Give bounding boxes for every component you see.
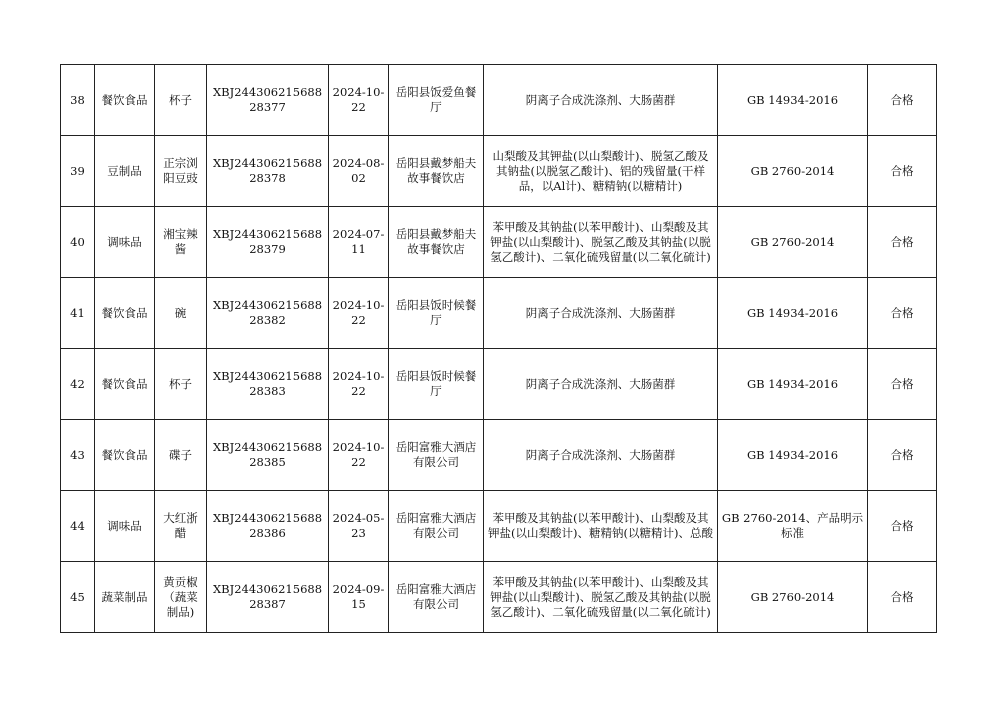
table-row: [61, 349, 937, 420]
sample-code: XBJ24430621568828379: [207, 207, 329, 278]
sampled-unit: 岳阳富雅大酒店有限公司: [389, 420, 484, 491]
table-row: [61, 491, 937, 562]
sampled-unit: 岳阳富雅大酒店有限公司: [389, 491, 484, 562]
sampled-unit: 岳阳县戴梦船夫故事餐饮店: [389, 207, 484, 278]
row-number: 39: [61, 136, 95, 207]
sample-name: 大红浙醋: [155, 491, 207, 562]
test-items: 山梨酸及其钾盐(以山梨酸计)、脱氢乙酸及其钠盐(以脱氢乙酸计)、铝的残留量(干样品，以Al计)、糖精钠(以糖精计): [484, 136, 718, 207]
row-number: 38: [61, 65, 95, 136]
production-date: 2024-10-22: [329, 420, 389, 491]
production-date: 2024-08-02: [329, 136, 389, 207]
test-standard: GB 2760-2014、产品明示标准: [718, 491, 868, 562]
sampled-unit: 岳阳富雅大酒店有限公司: [389, 562, 484, 633]
sampled-unit: 岳阳县饭爱鱼餐厅: [389, 65, 484, 136]
production-date: 2024-09-15: [329, 562, 389, 633]
test-standard: GB 2760-2014: [718, 207, 868, 278]
row-number: 43: [61, 420, 95, 491]
test-result: 合格: [868, 562, 937, 633]
test-items: 阴离子合成洗涤剂、大肠菌群: [484, 278, 718, 349]
sample-name: 正宗浏阳豆豉: [155, 136, 207, 207]
test-result: 合格: [868, 65, 937, 136]
test-result: 合格: [868, 207, 937, 278]
table-row: [61, 65, 937, 136]
production-date: 2024-10-22: [329, 349, 389, 420]
production-date: 2024-10-22: [329, 65, 389, 136]
test-items: 阴离子合成洗涤剂、大肠菌群: [484, 349, 718, 420]
food-category: 餐饮食品: [95, 420, 155, 491]
sample-code: XBJ24430621568828378: [207, 136, 329, 207]
sample-name: 碟子: [155, 420, 207, 491]
table-row: [61, 136, 937, 207]
sample-name: 黄贡椒（蔬菜制品): [155, 562, 207, 633]
table-row: [61, 562, 937, 633]
sample-name: 湘宝辣酱: [155, 207, 207, 278]
row-number: 41: [61, 278, 95, 349]
production-date: 2024-10-22: [329, 278, 389, 349]
test-result: 合格: [868, 136, 937, 207]
sample-name: 碗: [155, 278, 207, 349]
row-number: 45: [61, 562, 95, 633]
sampled-unit: 岳阳县饭时候餐厅: [389, 278, 484, 349]
test-items: 阴离子合成洗涤剂、大肠菌群: [484, 65, 718, 136]
food-category: 蔬菜制品: [95, 562, 155, 633]
test-items: 苯甲酸及其钠盐(以苯甲酸计)、山梨酸及其钾盐(以山梨酸计)、脱氢乙酸及其钠盐(以脱氢乙酸计)、二氧化硫残留量(以二氧化硫计): [484, 207, 718, 278]
test-items: 苯甲酸及其钠盐(以苯甲酸计)、山梨酸及其钾盐(以山梨酸计)、脱氢乙酸及其钠盐(以脱氢乙酸计)、二氧化硫残留量(以二氧化硫计): [484, 562, 718, 633]
sample-name: 杯子: [155, 349, 207, 420]
test-standard: GB 2760-2014: [718, 136, 868, 207]
sampled-unit: 岳阳县饭时候餐厅: [389, 349, 484, 420]
sample-code: XBJ24430621568828382: [207, 278, 329, 349]
production-date: 2024-07-11: [329, 207, 389, 278]
food-category: 调味品: [95, 207, 155, 278]
test-standard: GB 2760-2014: [718, 562, 868, 633]
sample-code: XBJ24430621568828387: [207, 562, 329, 633]
test-result: 合格: [868, 278, 937, 349]
food-category: 调味品: [95, 491, 155, 562]
row-number: 42: [61, 349, 95, 420]
inspection-results-page: [60, 64, 936, 633]
sampled-unit: 岳阳县戴梦船夫故事餐饮店: [389, 136, 484, 207]
sample-code: XBJ24430621568828386: [207, 491, 329, 562]
test-standard: GB 14934-2016: [718, 420, 868, 491]
food-category: 餐饮食品: [95, 278, 155, 349]
production-date: 2024-05-23: [329, 491, 389, 562]
test-items: 苯甲酸及其钠盐(以苯甲酸计)、山梨酸及其钾盐(以山梨酸计)、糖精钠(以糖精计)、总酸: [484, 491, 718, 562]
test-standard: GB 14934-2016: [718, 349, 868, 420]
table-row: [61, 207, 937, 278]
test-result: 合格: [868, 349, 937, 420]
test-items: 阴离子合成洗涤剂、大肠菌群: [484, 420, 718, 491]
sample-name: 杯子: [155, 65, 207, 136]
table-row: [61, 420, 937, 491]
test-result: 合格: [868, 491, 937, 562]
test-result: 合格: [868, 420, 937, 491]
sample-code: XBJ24430621568828385: [207, 420, 329, 491]
row-number: 40: [61, 207, 95, 278]
food-category: 餐饮食品: [95, 65, 155, 136]
inspection-results-table: [60, 64, 937, 633]
sample-code: XBJ24430621568828377: [207, 65, 329, 136]
test-standard: GB 14934-2016: [718, 278, 868, 349]
table-row: [61, 278, 937, 349]
food-category: 豆制品: [95, 136, 155, 207]
food-category: 餐饮食品: [95, 349, 155, 420]
test-standard: GB 14934-2016: [718, 65, 868, 136]
row-number: 44: [61, 491, 95, 562]
sample-code: XBJ24430621568828383: [207, 349, 329, 420]
